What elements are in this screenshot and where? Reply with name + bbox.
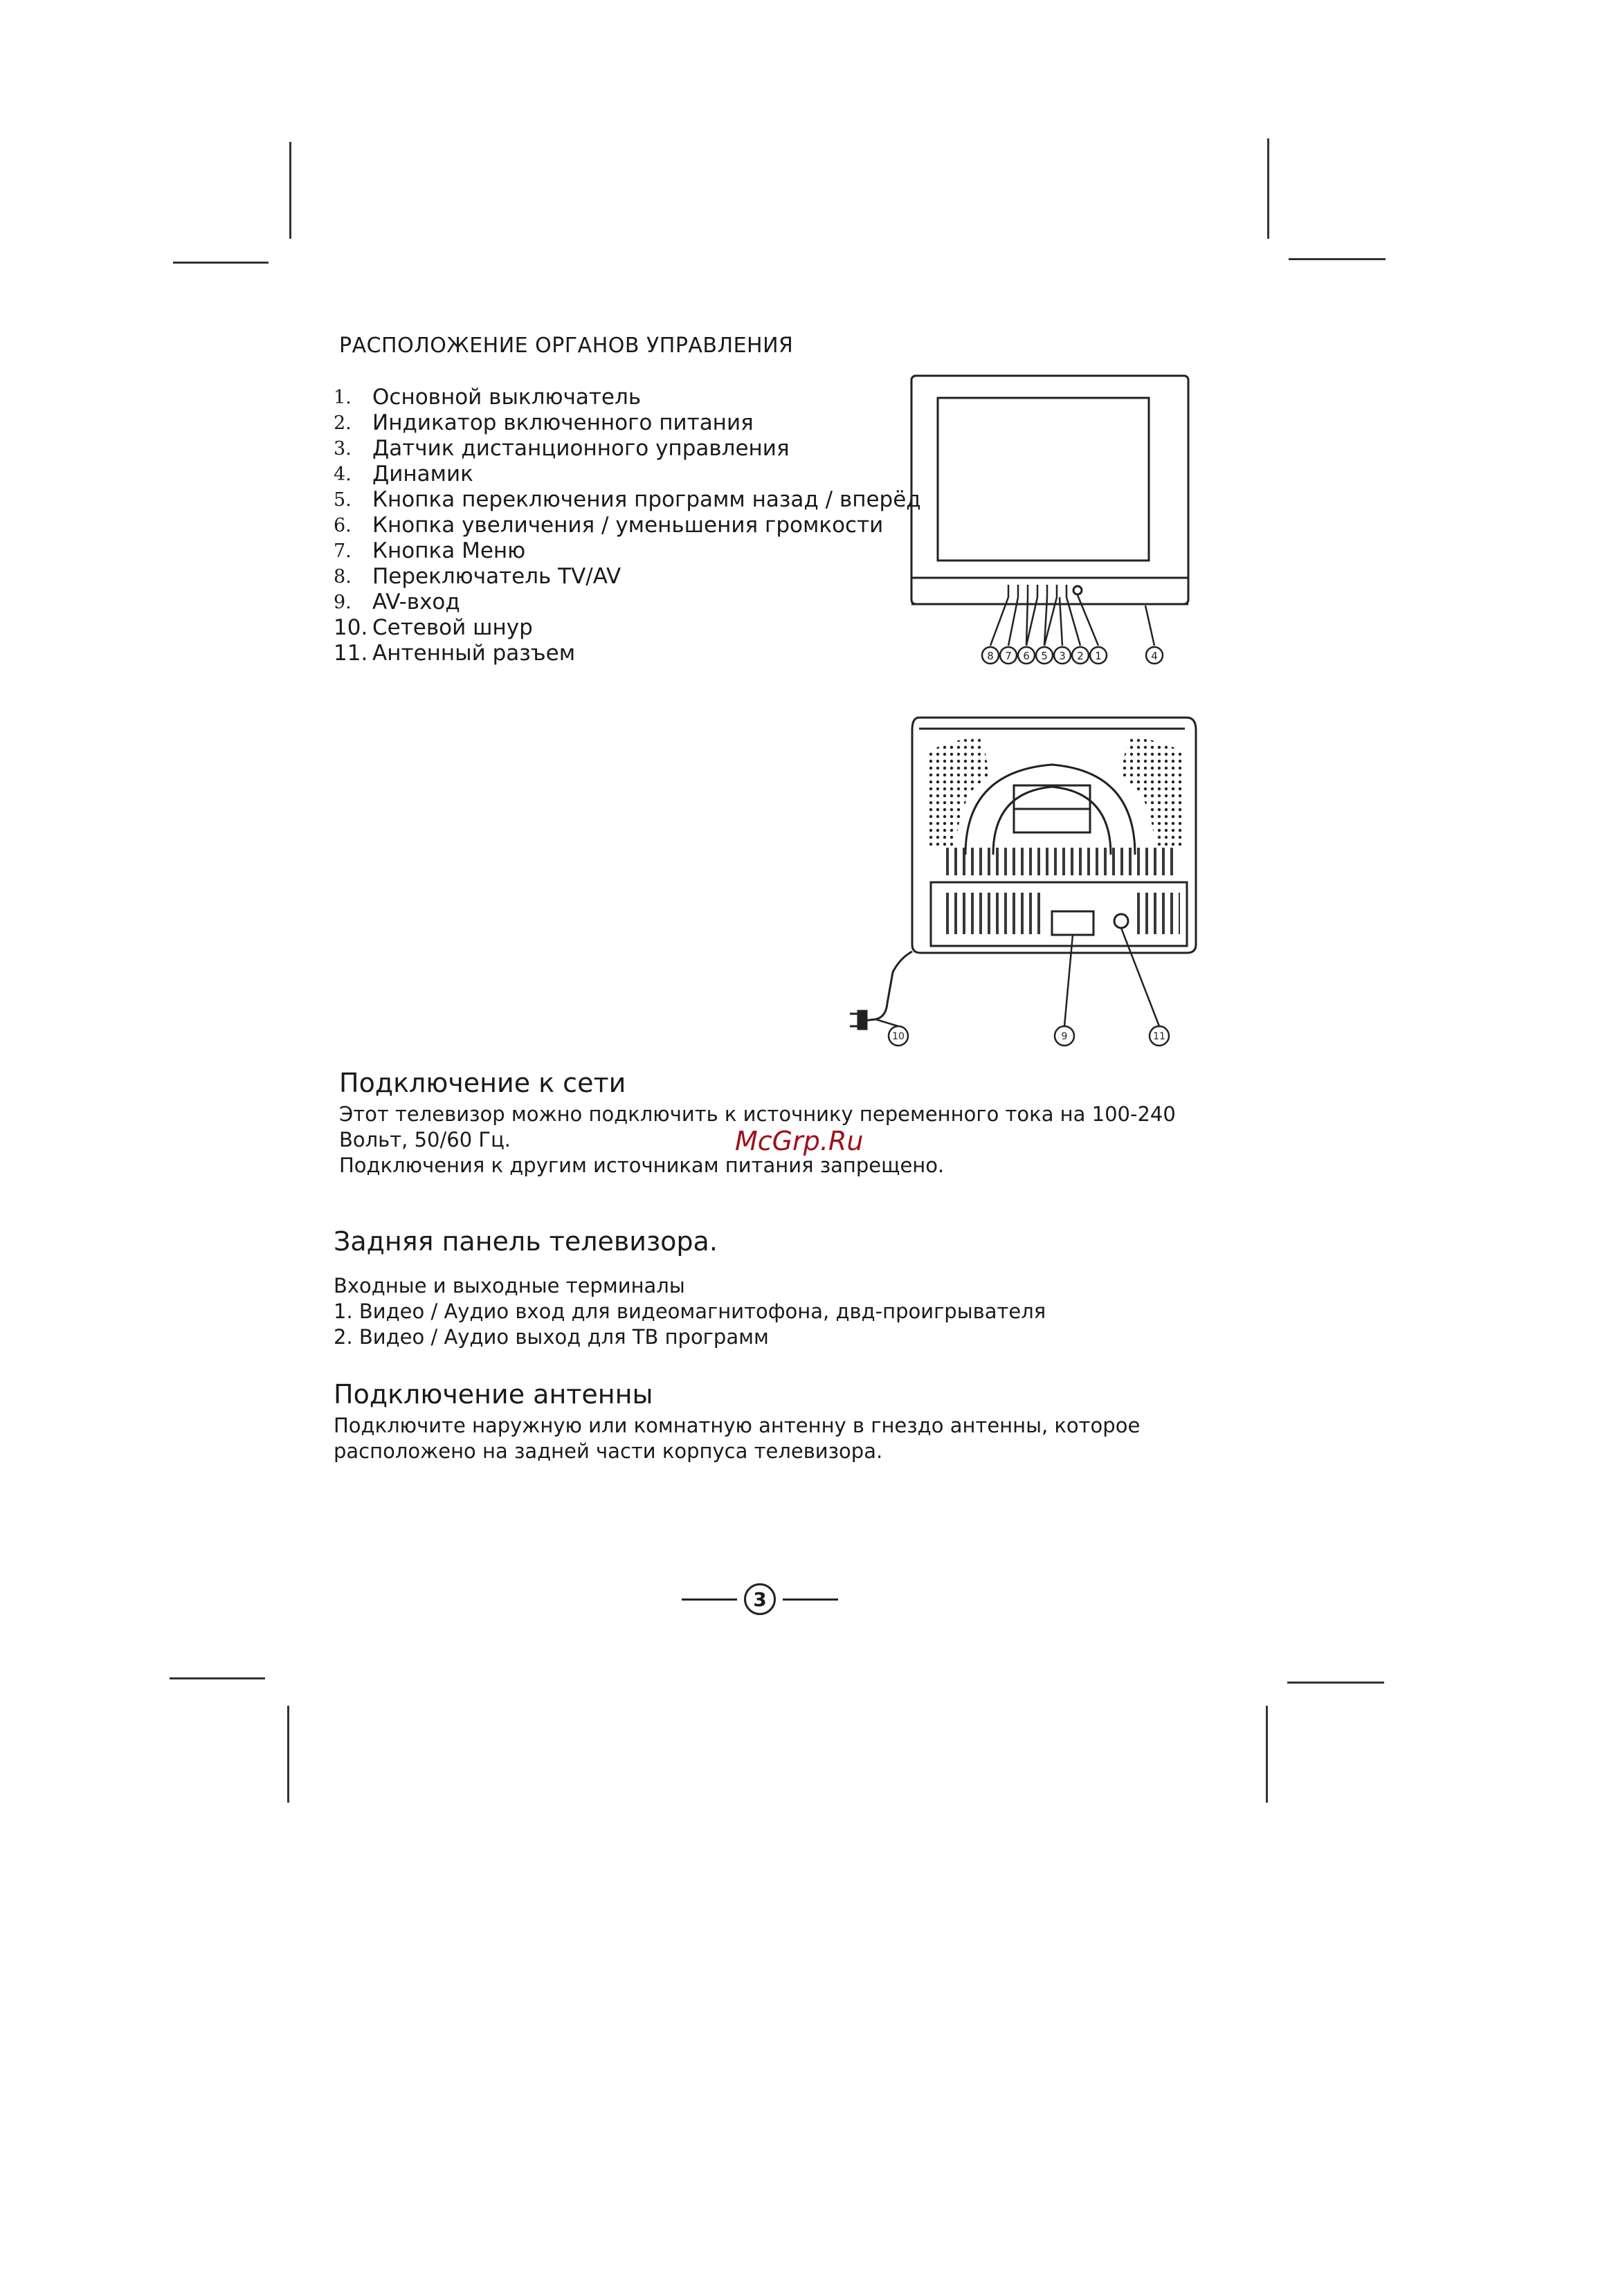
crop-mark-top-left-h [173,262,269,264]
tv-front-screen [938,398,1149,561]
rear-callout-label: 10 [892,1031,905,1042]
list-item [334,462,921,487]
crop-mark-top-left-v [289,142,291,239]
crop-mark-bottom-left-h [170,1677,265,1679]
tv-rear-diagram [844,709,1204,1073]
list-item-number: 9. [334,592,352,613]
antenna-line-2: расположено на задней части корпуса телевизора. [334,1439,883,1463]
list-item-number: 10. [334,615,368,640]
antenna-socket [1114,914,1128,928]
controls-list [334,385,921,666]
list-item [334,538,921,564]
power-section-title: Подключение к сети [339,1068,626,1098]
power-switch [1073,586,1082,594]
page-number-footer [682,1583,838,1615]
list-item-number: 4. [334,464,352,485]
crop-mark-top-right-h [1289,258,1386,260]
av-input-jacks [1052,911,1093,935]
list-item [334,487,921,513]
list-item-number: 6. [334,515,352,536]
list-item-text: Кнопка переключения программ назад / вперёд [372,487,921,512]
list-item-text: Антенный разъем [372,641,576,666]
list-item-text: Сетевой шнур [372,615,533,640]
antenna-line-1: Подключите наружную или комнатную антенну в гнездо антенны, которое [334,1414,1141,1437]
list-item-number: 3. [334,438,352,459]
rear-panel-section-body [334,1273,1046,1350]
list-item-text: Переключатель TV/AV [372,564,621,589]
list-item-number: 1. [334,387,352,408]
list-item-text: Индикатор включенного питания [372,410,754,435]
footer-dash-left [682,1598,737,1601]
list-item-text: AV-вход [372,590,460,614]
list-item-number: 7. [334,540,352,562]
front-callout-label: 5 [1041,650,1048,662]
footer-dash-right [783,1598,838,1601]
front-callout-label: 7 [1005,650,1012,662]
front-callout-label: 8 [987,650,994,662]
watermark: McGrp.Ru [735,1126,864,1156]
antenna-section-title: Подключение антенны [334,1379,653,1410]
list-item-text: Основной выключатель [372,385,642,410]
antenna-section-body [334,1413,1140,1464]
power-line-3: Подключения к другим источникам питания запрещено. [339,1154,945,1177]
list-item-text: Динамик [372,462,473,486]
front-callout-label: 3 [1059,650,1066,662]
crop-mark-bottom-right-h [1287,1682,1384,1684]
list-item [334,590,921,615]
list-item [334,641,921,666]
rear-panel-line-1: Входные и выходные терминалы [334,1274,685,1297]
front-callout-label: 4 [1151,650,1158,662]
list-item [334,615,921,641]
list-item [334,410,921,436]
crop-mark-top-right-v [1267,138,1269,239]
crop-mark-bottom-right-v [1266,1706,1268,1803]
list-item-number: 11. [334,641,368,666]
front-callout-label: 2 [1077,650,1084,662]
list-item-text: Кнопка увеличения / уменьшения громкости [372,513,884,538]
rear-panel-section-title: Задняя панель телевизора. [334,1226,718,1257]
front-callout-label: 6 [1023,650,1030,662]
page-number: 3 [744,1583,776,1615]
list-item-text: Кнопка Меню [372,538,526,563]
crop-mark-bottom-left-v [287,1706,289,1803]
list-item [334,436,921,462]
list-item-number: 8. [334,566,352,587]
list-item-number: 2. [334,412,352,434]
rear-callout-label: 9 [1061,1031,1068,1042]
controls-heading: РАСПОЛОЖЕНИЕ ОРГАНОВ УПРАВЛЕНИЯ [339,334,794,358]
power-line-2: Вольт, 50/60 Гц. [339,1128,511,1151]
rear-callout-label: 11 [1153,1031,1165,1042]
list-item [334,564,921,590]
rear-panel-line-2: 1. Видео / Аудио вход для видеомагнитофона, двд-проигрывателя [334,1300,1046,1323]
power-line-1: Этот телевизор можно подключить к источнику переменного тока на 100-240 [339,1102,1176,1126]
front-callout-label: 1 [1095,650,1102,662]
tv-front-cabinet [911,376,1188,604]
list-item [334,513,921,538]
list-item-text: Датчик дистанционного управления [372,436,790,461]
rear-panel-line-3: 2. Видео / Аудио выход для ТВ программ [334,1325,769,1349]
list-item [334,385,921,410]
list-item-number: 5. [334,489,352,511]
tv-front-diagram [903,370,1208,675]
